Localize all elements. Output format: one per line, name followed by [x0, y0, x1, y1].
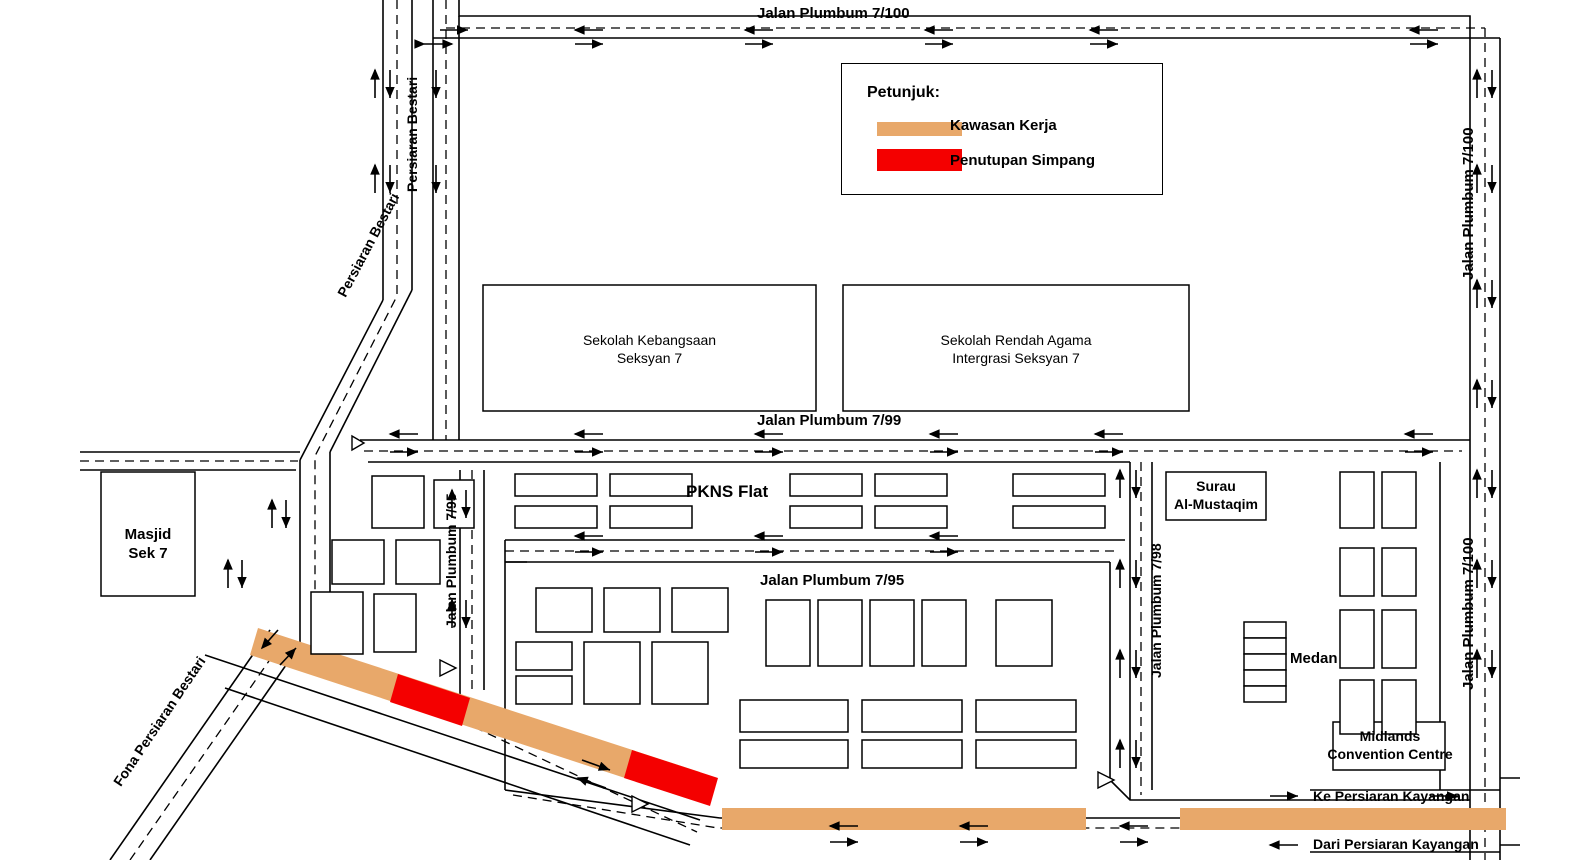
- road-label-plumbum-7-99: Jalan Plumbum 7/99: [757, 412, 902, 429]
- sekolah-kebangsaan-line2: Seksyan 7: [616, 349, 683, 366]
- sekolah-rendah-line2: Intergrasi Seksyan 7: [952, 349, 1080, 366]
- road-label-plumbum-7-100-right-bottom: Jalan Plumbum 7/100: [1460, 537, 1477, 690]
- midlands-line1: Midlands: [1359, 728, 1421, 744]
- road-label-plumbum-7-100-right-top: Jalan Plumbum 7/100: [1460, 127, 1477, 280]
- place-label-sekolah-kebangsaan: [483, 332, 816, 367]
- place-label-pkns-flat: PKNS Flat: [686, 482, 769, 501]
- place-label-surau-al-mustaqim: [1166, 478, 1266, 513]
- road-label-plumbum-7-100-top: Jalan Plumbum 7/100: [757, 5, 910, 22]
- place-label-medan: Medan: [1290, 650, 1338, 667]
- road-label-plumbum-7-95: Jalan Plumbum 7/95: [760, 572, 905, 589]
- road-label-persiaran-bestari-vertical: Persiaran Bestari: [404, 76, 420, 192]
- surau-line1: Surau: [1196, 478, 1236, 494]
- sekolah-rendah-line1: Sekolah Rendah Agama: [940, 332, 1092, 348]
- legend-label-kawasan-kerja: Kawasan Kerja: [950, 117, 1057, 134]
- road-label-plumbum-7-95-vertical: Jalan Plumbum 7/95: [443, 493, 459, 628]
- legend-title: Petunjuk:: [867, 84, 940, 101]
- road-label-persiaran-bestari-diagonal: Persiaran Bestari: [334, 190, 403, 300]
- midlands-line2: Convention Centre: [1327, 745, 1453, 762]
- road-label-plumbum-7-98: Jalan Plumbum 7/98: [1148, 543, 1164, 678]
- place-label-masjid-sek-7: [101, 526, 195, 564]
- legend-label-penutupan-simpang: Penutupan Simpang: [950, 152, 1096, 169]
- place-label-midlands-convention-centre: [1305, 728, 1475, 763]
- direction-label-dari-persiaran-kayangan: Dari Persiaran Kayangan: [1313, 836, 1479, 852]
- direction-label-ke-persiaran-kayangan: Ke Persiaran Kayangan: [1313, 788, 1470, 804]
- place-label-sekolah-rendah-agama: [843, 332, 1189, 367]
- surau-line2: Al-Mustaqim: [1174, 495, 1258, 512]
- sekolah-kebangsaan-line1: Sekolah Kebangsaan: [582, 332, 717, 348]
- masjid-line2: Sek 7: [128, 544, 168, 562]
- road-label-fona-persiaran-bestari: Fona Persiaran Bestari: [110, 653, 209, 789]
- legend-box: [841, 63, 1163, 195]
- masjid-line1: Masjid: [124, 526, 172, 543]
